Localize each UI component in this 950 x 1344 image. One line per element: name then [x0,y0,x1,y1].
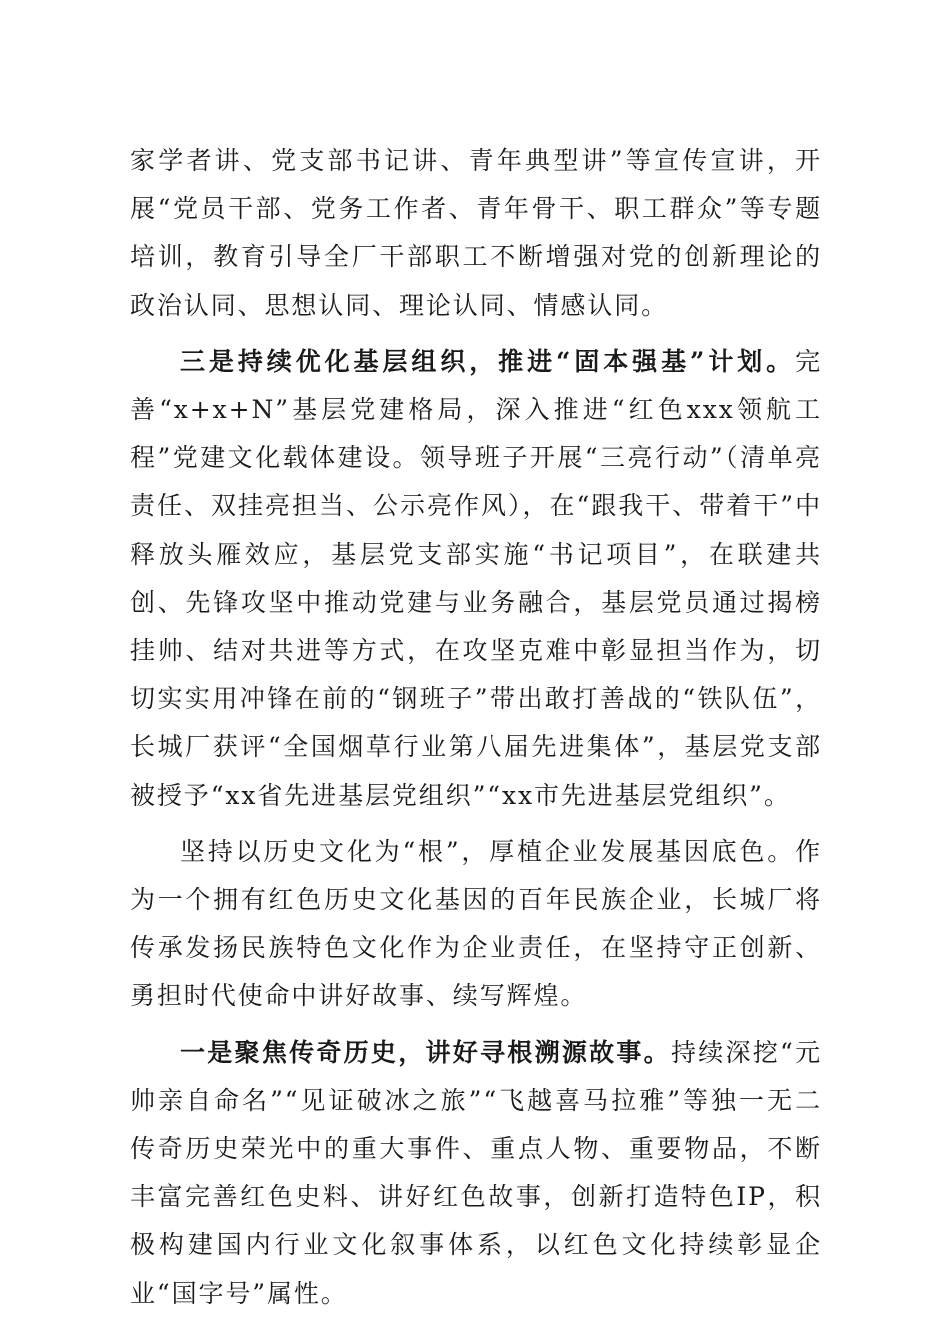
paragraph-text: 完善“x+x+N”基层党建格局，深入推进“红色xxx领航工程”党建文化载体建设。领导班子开展“三亮行动”（清单亮责任、双挂亮担当、公示亮作风），在“跟我干、带着干”中释放头雁效应，基层党支部实施“书记项目”，在联建共创、先锋攻坚中推动党建与业务融合，基层党员通过揭榜挂帅、结对共进等方式，在攻坚克难中彰显担当作为，切切实实用冲锋在前的“钢班子”带出敢打善战的“铁队伍”，长城厂获评“全国烟草行业第八届先进集体”，基层党支部被授予“xx省先进基层党组织”“xx市先进基层党组织”。 [130,346,822,810]
paragraph-text: 坚持以历史文化为“根”，厚植企业发展基因底色。作为一个拥有红色历史文化基因的百年民族企业，长城厂将传承发扬民族特色文化作为企业责任，在坚持守正创新、勇担时代使命中讲好故事、续写辉煌。 [130,836,822,1011]
paragraph-basic-organization [130,338,822,820]
paragraph-lead-heading: 三是持续优化基层组织，推进“固本强基”计划。 [180,346,796,376]
paragraph-continuation [130,137,822,330]
paragraph-lead-heading: 一是聚焦传奇历史，讲好寻根溯源故事。 [180,1037,671,1067]
paragraph-text: 持续深挖“元帅亲自命名”“见证破冰之旅”“飞越喜马拉雅”等独一无二传奇历史荣光中的重大事件、重点人物、重要物品，不断丰富完善红色史料、讲好红色故事，创新打造特色IP，积极构建国内行业文化叙事体系，以红色文化持续彰显企业“国字号”属性。 [130,1037,823,1308]
paragraph-text: 家学者讲、党支部书记讲、青年典型讲”等宣传宣讲，开展“党员干部、党务工作者、青年骨干、职工群众”等专题培训，教育引导全厂干部职工不断增强对党的创新理论的政治认同、思想认同、理论认同、情感认同。 [130,146,822,320]
paragraph-history-culture [130,828,822,1021]
paragraph-legendary-history [130,1029,822,1318]
document-body [130,137,822,1318]
